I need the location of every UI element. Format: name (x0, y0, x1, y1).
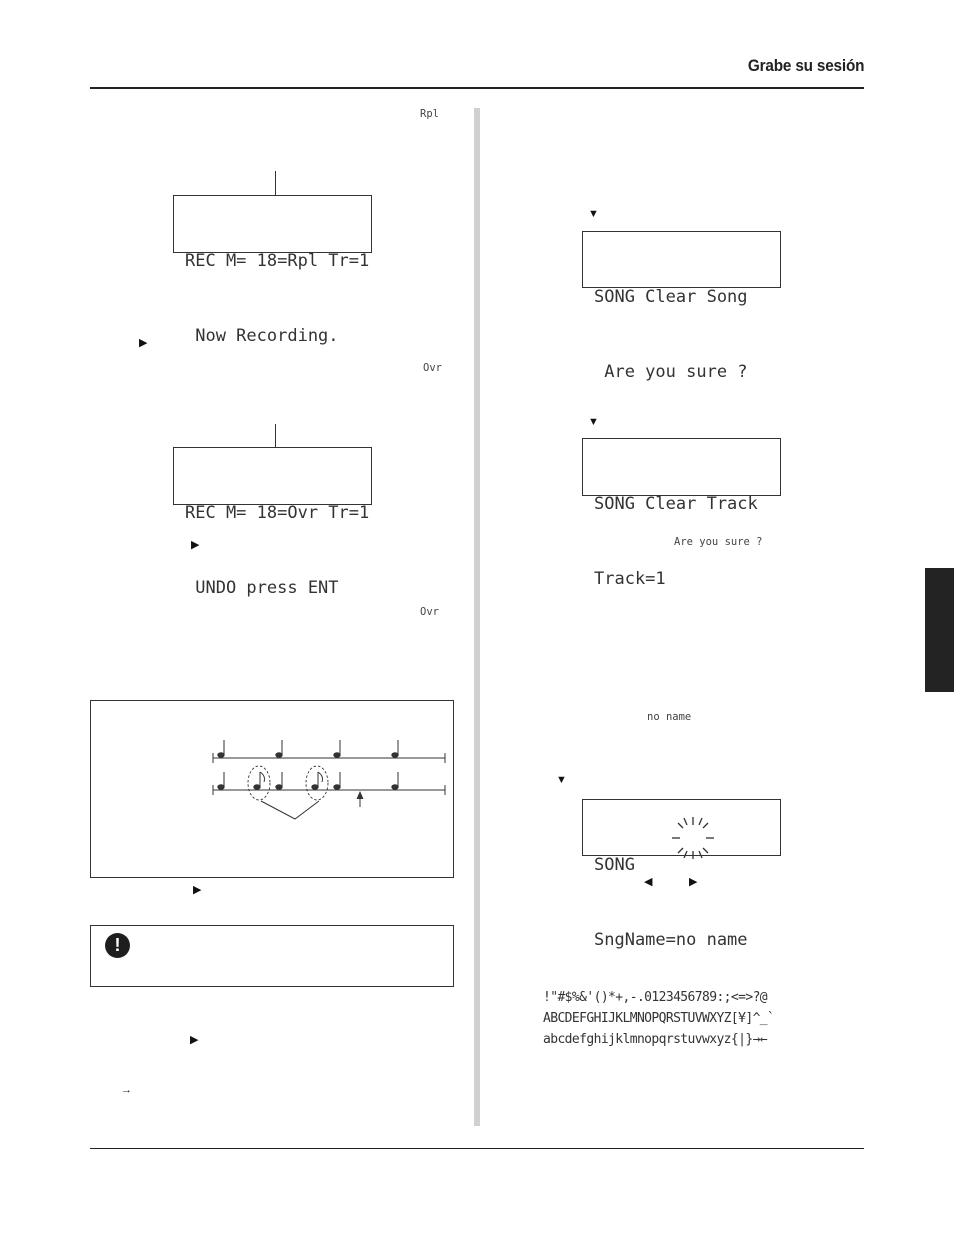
lcd-line-2: SngName=no name (594, 930, 748, 950)
triangle-left-icon: ◀ (644, 876, 653, 888)
triangle-right-icon: ▶ (689, 876, 698, 888)
triangle-down-icon: ▼ (556, 774, 567, 786)
lcd-line-1: REC M= 18=Rpl Tr=1 (185, 251, 370, 271)
lcd-line-2: Track=1 (594, 569, 666, 589)
lcd-line-2: UNDO press ENT (185, 578, 339, 598)
quarter-note (392, 772, 398, 789)
lcd-display-undo (173, 447, 372, 598)
quarter-note (218, 740, 224, 757)
lcd-line-1: SONG (594, 855, 635, 875)
header-rule (90, 87, 864, 89)
highlight-circle (306, 766, 328, 800)
triangle-down-icon: ▼ (588, 416, 599, 428)
quarter-note (334, 740, 340, 757)
chapter-tab (925, 568, 954, 692)
triangle-right-icon: ▶ (139, 337, 148, 349)
lcd-line-2: Now Recording. (185, 326, 339, 346)
lcd-line-1: SONG Clear Song (594, 287, 748, 307)
charset-line-2: ABCDEFGHIJKLMNOPQRSTUVWXYZ[¥]^_` (543, 1011, 775, 1026)
quarter-note (392, 740, 398, 757)
exclamation-icon: ! (105, 933, 130, 958)
section-title: Grabe su sesión (747, 56, 864, 75)
warning-box (90, 925, 454, 987)
quarter-note (276, 740, 282, 757)
lcd-line-2: Are you sure ? (594, 362, 748, 382)
mode-label-ovr: Ovr (420, 606, 439, 618)
lcd-pointer-line (275, 424, 276, 449)
quarter-note (218, 772, 224, 789)
quarter-note (334, 772, 340, 789)
charset-line-3: abcdefghijklmnopqrstuvwxyz{|}→← (543, 1032, 768, 1047)
triangle-down-icon: ▼ (588, 208, 599, 220)
eighth-note-added (254, 772, 265, 789)
lcd-display-clear-song (582, 231, 781, 382)
mode-label-ovr: Ovr (423, 362, 442, 374)
column-divider (474, 108, 480, 1126)
rhythm-diagram (90, 700, 454, 878)
inline-lcd-text: Are you sure ? (674, 536, 763, 548)
position-arrow-head (357, 791, 364, 799)
lcd-pointer-line (275, 171, 276, 197)
charset-line-1: !"#$%&'()*+,-.0123456789:;<=>?@ (543, 990, 768, 1005)
mode-label-rpl: Rpl (420, 108, 439, 120)
triangle-right-icon: ▶ (191, 539, 200, 551)
lcd-line-1: REC M= 18=Ovr Tr=1 (185, 503, 370, 523)
arrow-glyph: → (121, 1084, 132, 1096)
rhythm-diagram-svg (91, 701, 453, 877)
quarter-note (276, 772, 282, 789)
triangle-right-icon: ▶ (190, 1034, 199, 1046)
lcd-line-1: SONG Clear Track (594, 494, 758, 514)
inline-lcd-text: no name (647, 711, 692, 723)
footer-rule (90, 1148, 864, 1149)
cursor-blink-icon (670, 815, 716, 861)
lcd-display-recording (173, 195, 372, 346)
triangle-right-icon: ▶ (193, 884, 202, 896)
highlight-circle (248, 766, 270, 800)
eighth-note-added (312, 772, 323, 789)
callout-lines (261, 801, 319, 819)
